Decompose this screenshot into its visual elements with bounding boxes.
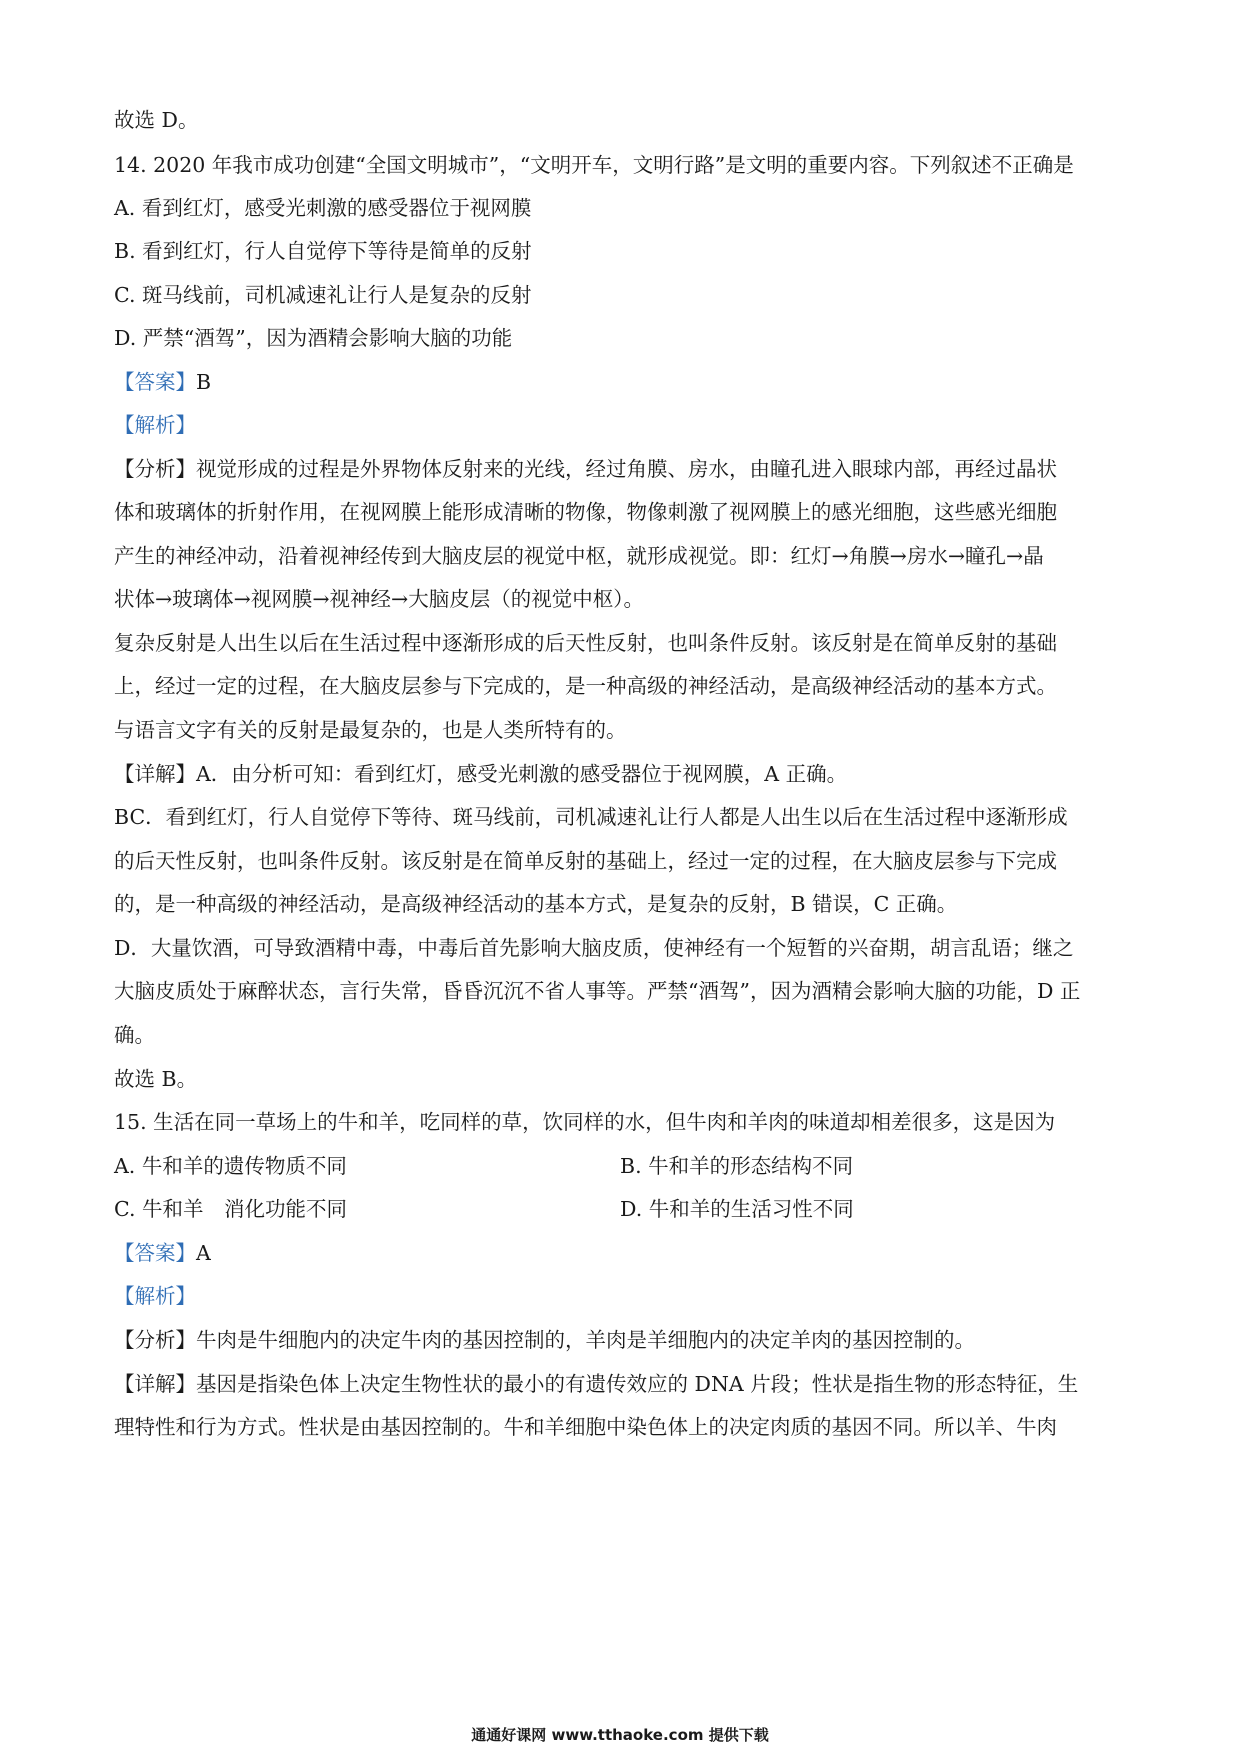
q14-xiangjie-line: 大脑皮质处于麻醉状态，言行失常，昏昏沉沉不省人事等。严禁“酒驾”，因为酒精会影响大脑的功能，D 正 (114, 979, 1081, 1003)
answer-tag: 【答案】 (114, 370, 196, 394)
fenxi-text: 视觉形成的过程是外界物体反射来的光线，经过角膜、房水，由瞳孔进入眼球内部，再经过晶状 (196, 457, 1057, 481)
q14-xiangjie-line (114, 760, 847, 788)
q14-option-a: A. 看到红灯，感受光刺激的感受器位于视网膜 (114, 196, 532, 220)
page-footer: 通通好课网 www.tthaoke.com 提供下载 (471, 1726, 769, 1744)
xiangjie-tag: 【详解】 (114, 1372, 196, 1396)
q14-conclusion: 故选 B。 (114, 1067, 198, 1091)
q15-option-a: A. 牛和羊的遗传物质不同 (114, 1154, 347, 1178)
q14-fenxi-line: 上，经过一定的过程，在大脑皮层参与下完成的，是一种高级的神经活动，是高级神经活动的基本方式。 (114, 674, 1057, 698)
fenxi-tag: 【分析】 (114, 457, 196, 481)
answer-value: A (196, 1241, 211, 1265)
q14-answer (114, 368, 211, 396)
q15-fenxi-line (114, 1326, 975, 1354)
fenxi-text: 牛肉是牛细胞内的决定牛肉的基因控制的，羊肉是羊细胞内的决定羊肉的基因控制的。 (196, 1328, 975, 1352)
xiangjie-tag: 【详解】 (114, 762, 196, 786)
answer-value: B (196, 370, 212, 394)
q14-fenxi-line: 产生的神经冲动，沿着视神经传到大脑皮层的视觉中枢，就形成视觉。即：红灯→角膜→房水→瞳孔→晶 (114, 544, 1044, 568)
q15-option-b: B. 牛和羊的形态结构不同 (620, 1154, 854, 1178)
q14-xiangjie-line: D．大量饮酒，可导致酒精中毒，中毒后首先影响大脑皮质，使神经有一个短暂的兴奋期，胡言乱语；继之 (114, 936, 1074, 960)
answer-tag: 【答案】 (114, 1241, 196, 1265)
q15-answer (114, 1239, 211, 1267)
q15-option-d: D. 牛和羊的生活习性不同 (620, 1197, 854, 1221)
q14-stem: 14. 2020 年我市成功创建“全国文明城市”，“文明开车，文明行路”是文明的重要内容。下列叙述不正确是 (114, 153, 1074, 177)
q14-option-d: D. 严禁“酒驾”，因为酒精会影响大脑的功能 (114, 326, 513, 350)
q14-xiangjie-line: 确。 (114, 1023, 155, 1047)
q15-analysis-tag: 【解析】 (114, 1284, 196, 1308)
q14-fenxi-line: 体和玻璃体的折射作用，在视网膜上能形成清晰的物像，物像刺激了视网膜上的感光细胞，这些感光细胞 (114, 500, 1057, 524)
q14-fenxi-line: 复杂反射是人出生以后在生活过程中逐渐形成的后天性反射，也叫条件反射。该反射是在简单反射的基础 (114, 631, 1057, 655)
q14-xiangjie-line: 的，是一种高级的神经活动，是高级神经活动的基本方式，是复杂的反射，B 错误，C 正确。 (114, 892, 958, 916)
xiangjie-text: 基因是指染色体上决定生物性状的最小的有遗传效应的 DNA 片段；性状是指生物的形态特征，生 (196, 1372, 1079, 1396)
q14-analysis-tag: 【解析】 (114, 413, 196, 437)
previous-conclusion: 故选 D。 (114, 108, 199, 132)
q15-stem: 15. 生活在同一草场上的牛和羊，吃同样的草，饮同样的水，但牛肉和羊肉的味道却相差很多，这是因为 (114, 1110, 1056, 1134)
q15-xiangjie-line (114, 1370, 1078, 1398)
q14-xiangjie-line: BC．看到红灯，行人自觉停下等待、斑马线前，司机减速礼让行人都是人出生以后在生活过程中逐渐形成 (114, 805, 1068, 829)
q15-option-c: C. 牛和羊 消化功能不同 (114, 1197, 347, 1221)
q14-option-c: C. 斑马线前，司机减速礼让行人是复杂的反射 (114, 283, 532, 307)
q14-fenxi-line: 状体→玻璃体→视网膜→视神经→大脑皮层（的视觉中枢）。 (114, 587, 644, 611)
q14-fenxi-line: 与语言文字有关的反射是最复杂的，也是人类所特有的。 (114, 718, 627, 742)
q14-xiangjie-line: 的后天性反射，也叫条件反射。该反射是在简单反射的基础上，经过一定的过程，在大脑皮层参与下完成 (114, 849, 1057, 873)
q14-option-b: B. 看到红灯，行人自觉停下等待是简单的反射 (114, 239, 532, 263)
fenxi-tag: 【分析】 (114, 1328, 196, 1352)
q15-xiangjie-line: 理特性和行为方式。性状是由基因控制的。牛和羊细胞中染色体上的决定肉质的基因不同。所以羊、牛肉 (114, 1415, 1057, 1439)
xiangjie-text: A．由分析可知：看到红灯，感受光刺激的感受器位于视网膜，A 正确。 (196, 762, 848, 786)
q14-fenxi-line (114, 455, 1057, 483)
